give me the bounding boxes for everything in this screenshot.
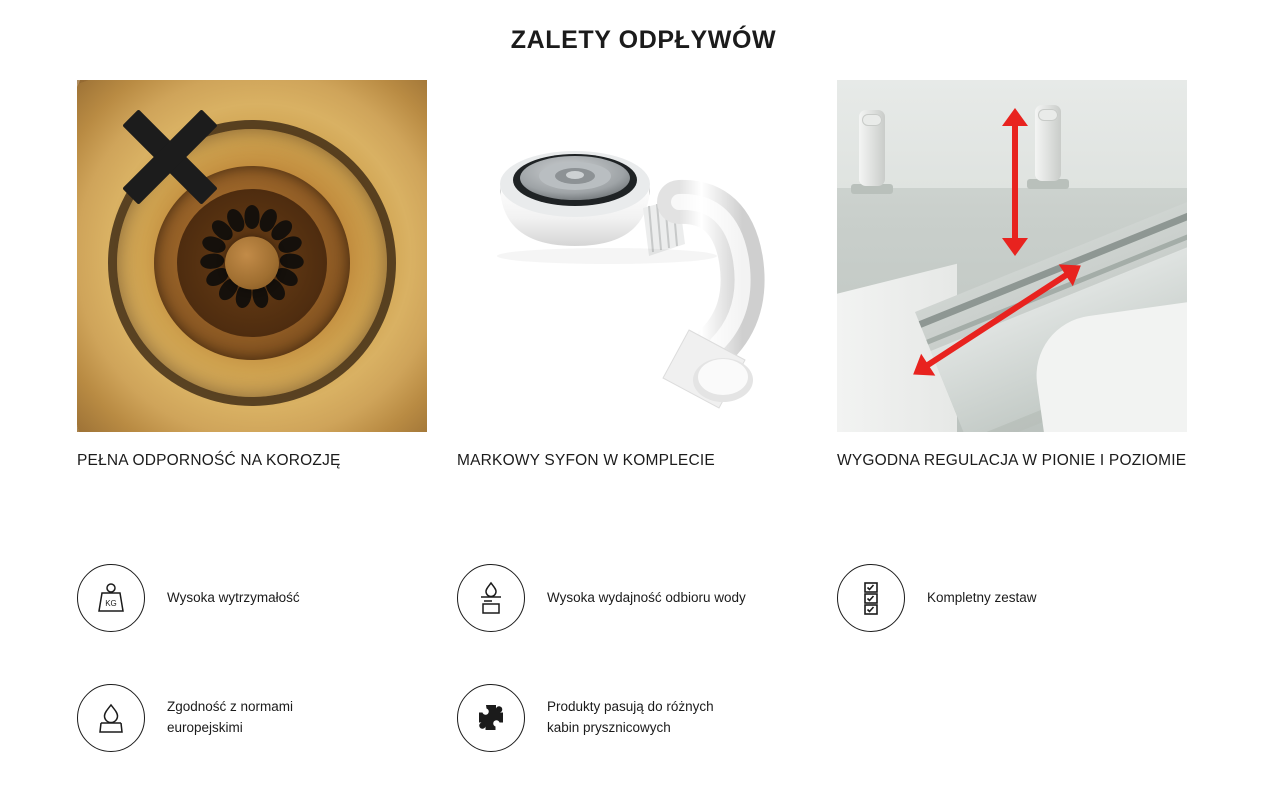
benefit-label: Kompletny zestaw <box>927 589 1037 605</box>
x-cross-icon <box>115 102 225 212</box>
page-title: ZALETY ODPŁYWÓW <box>510 26 777 54</box>
water-flow-icon <box>457 564 525 632</box>
feature-caption: MARKOWY SYFON W KOMPLECIE <box>457 452 715 469</box>
checklist-icon <box>837 564 905 632</box>
adjustable-leg <box>1035 105 1061 181</box>
feature-caption: PEŁNA ODPORNOŚĆ NA KOROZJĘ <box>77 452 341 469</box>
feature-image-siphon <box>457 80 807 432</box>
benefit-item-complete-set <box>837 538 1217 658</box>
rusty-drain-photo <box>77 80 427 432</box>
benefit-label: Zgodność z normami europejskimi <box>167 699 294 735</box>
feature-card-siphon <box>457 80 807 470</box>
benefits-grid <box>77 538 1227 778</box>
benefit-label: Produkty pasują do różnych kabin prysznicowych <box>547 699 714 735</box>
feature-card-corrosion <box>77 80 427 470</box>
water-drop-standards-icon <box>77 684 145 752</box>
benefit-item-compatibility <box>457 658 837 778</box>
benefit-item-strength <box>77 538 457 658</box>
siphon-photo <box>457 80 807 432</box>
benefit-item-empty <box>837 658 1217 778</box>
weight-kg-icon <box>77 564 145 632</box>
drain-center-plug <box>225 237 279 290</box>
adjustable-leg <box>859 110 885 186</box>
siphon-illustration <box>457 80 807 432</box>
feature-columns <box>0 80 1287 470</box>
benefit-label: Wysoka wydajność odbioru wody <box>547 589 746 605</box>
benefit-item-flow <box>457 538 837 658</box>
feature-image-channel <box>837 80 1187 432</box>
svg-text:KG: KG <box>105 599 117 608</box>
benefit-item-standards <box>77 658 457 778</box>
drain-channel-photo <box>837 80 1187 432</box>
benefit-label: Wysoka wytrzymałość <box>167 589 300 605</box>
drain-hole <box>245 205 260 229</box>
feature-image-rusty-drain <box>77 80 427 432</box>
feature-card-adjustment <box>837 80 1187 470</box>
feature-caption: WYGODNA REGULACJA W PIONIE I POZIOMIE <box>837 452 1187 469</box>
puzzle-piece-icon <box>457 684 525 752</box>
